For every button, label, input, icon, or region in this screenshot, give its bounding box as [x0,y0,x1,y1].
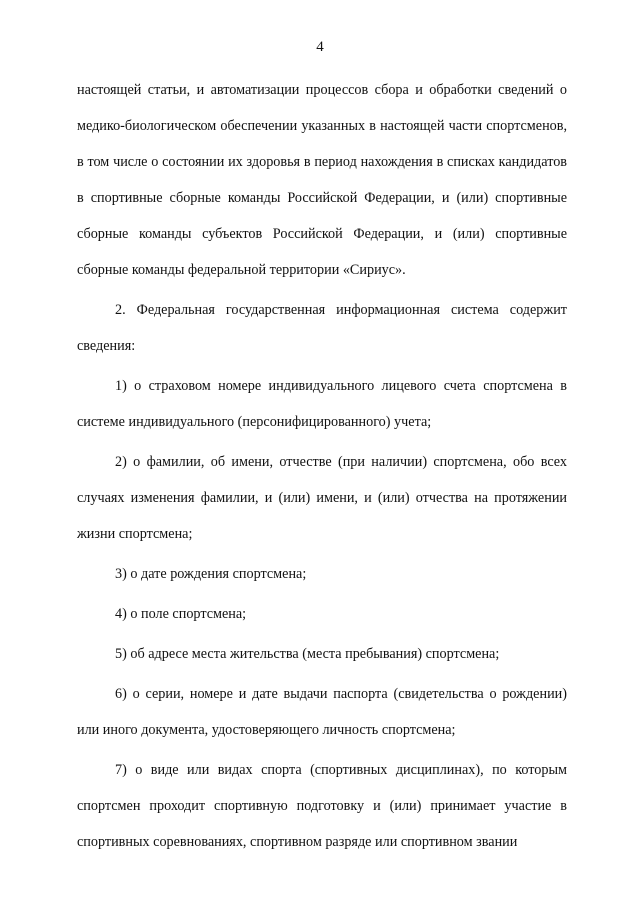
paragraph-item-2: 2. Федеральная государственная информационная система содержит сведения: [77,302,567,354]
list-item-3: 3) о дате рождения спортсмена; [115,566,307,582]
list-item-4: 4) о поле спортсмена; [115,606,247,622]
paragraph-continuation: настоящей статьи, и автоматизации процессов сбора и обработки сведений о медико-биологическом обеспечении указанных в настоящей части спортсменов, в том числе о состоянии их здоровья в период нахождения в списках кандидатов в спортивные сборные команды Российской Федерации, и (или) спортивные сборные команды субъектов Российской Федерации, и (или) спортивные сборные команды федеральной территории «Сириус». [77,82,567,278]
list-item-5: 5) об адресе места жительства (места пребывания) спортсмена; [115,646,500,662]
document-body [77,72,567,860]
list-item-7: 7) о виде или видах спорта (спортивных дисциплинах), по которым спортсмен проходит спортивную подготовку и (или) принимает участие в спортивных соревнованиях, спортивном разряде или спортивном звании [77,762,567,850]
list-item-6: 6) о серии, номере и дате выдачи паспорта (свидетельства о рождении) или иного документа, удостоверяющего личность спортсмена; [77,686,567,738]
page-number: 4 [316,39,324,55]
list-item-1: 1) о страховом номере индивидуального лицевого счета спортсмена в системе индивидуального (персонифицированного) учета; [77,378,567,430]
list-item-2: 2) о фамилии, об имени, отчестве (при наличии) спортсмена, обо всех случаях изменения фамилии, и (или) имени, и (или) отчества на протяжении жизни спортсмена; [77,454,567,542]
